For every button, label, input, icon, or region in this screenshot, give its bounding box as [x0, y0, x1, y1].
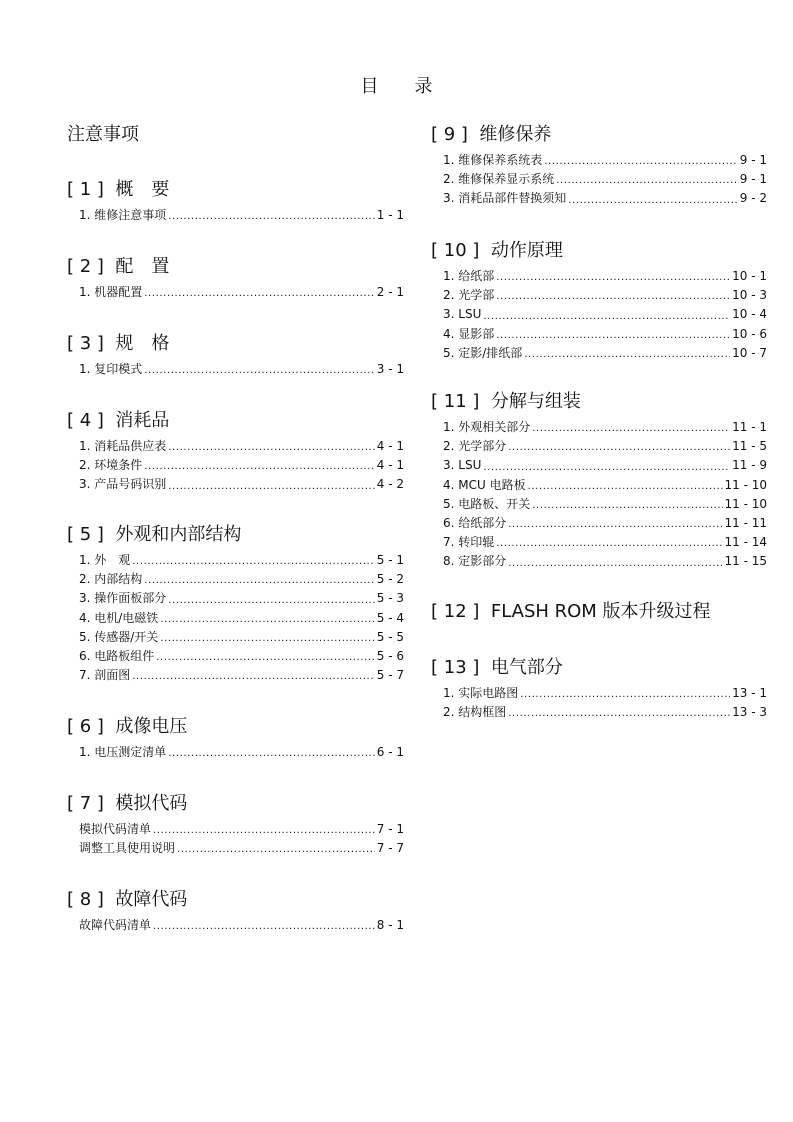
- toc-entry: [67, 283, 404, 302]
- section-entries: [67, 916, 404, 935]
- dot-leader: [144, 459, 375, 475]
- entry-label: 5. 定影/排纸部: [443, 345, 523, 360]
- dot-leader: [508, 440, 730, 456]
- entry-label: 3. 操作面板部分: [79, 591, 167, 606]
- dot-leader: [520, 687, 730, 703]
- entry-label: 7. 剖面图: [79, 668, 131, 683]
- section-title: [ 4 ] 消耗品: [67, 410, 170, 431]
- section-title: 注意事项: [67, 124, 139, 145]
- section-entries: [431, 418, 767, 572]
- entry-label: 8. 定影部分: [443, 554, 507, 569]
- section-entries: [431, 684, 767, 722]
- section-title: [ 6 ] 成像电压: [67, 716, 188, 737]
- entry-label: 1. 机器配置: [79, 284, 143, 299]
- entry-label: 1. 外观相关部分: [443, 419, 531, 434]
- dot-leader: [160, 612, 374, 628]
- toc-section: [67, 889, 404, 935]
- dot-leader: [168, 593, 375, 609]
- dot-leader: [144, 363, 375, 379]
- toc-entry: [67, 666, 404, 685]
- section-entries: [67, 437, 404, 495]
- entry-page-number: 9 - 1: [739, 152, 767, 167]
- entry-label: 6. 给纸部分: [443, 515, 507, 530]
- toc-entry: [431, 170, 767, 189]
- entry-page-number: 11 - 10: [724, 496, 767, 511]
- entry-page-number: 6 - 1: [376, 744, 404, 759]
- dot-leader: [524, 347, 730, 363]
- section-title: [ 10 ] 动作原理: [431, 240, 563, 261]
- entry-page-number: 11 - 10: [724, 477, 767, 492]
- entry-page-number: 10 - 7: [732, 345, 767, 360]
- entry-label: 4. 电机/电磁铁: [79, 610, 159, 625]
- toc-section: [67, 716, 404, 762]
- section-entries: [67, 551, 404, 685]
- toc-entry: [67, 628, 404, 647]
- entry-page-number: 10 - 3: [732, 288, 767, 303]
- entry-label: 3. 产品号码识别: [79, 477, 167, 492]
- toc-section: [431, 601, 767, 623]
- toc-entry: [67, 839, 404, 858]
- entry-label: 1. 维修保养系统表: [443, 152, 543, 167]
- entry-page-number: 11 - 14: [724, 535, 767, 550]
- entry-page-number: 4 - 1: [376, 438, 404, 453]
- dot-leader: [160, 631, 374, 647]
- dot-leader: [483, 309, 730, 325]
- entry-label: 2. 光学部分: [443, 439, 507, 454]
- dot-leader: [496, 328, 730, 344]
- toc-section: [67, 124, 404, 146]
- entry-label: 3. LSU: [443, 307, 482, 322]
- entry-label: 故障代码清单: [79, 917, 152, 932]
- toc-entry: [67, 206, 404, 225]
- toc-section: [67, 410, 404, 495]
- dot-leader: [568, 193, 738, 209]
- toc-entry: [431, 189, 767, 208]
- entry-page-number: 5 - 6: [376, 648, 404, 663]
- entry-label: 调整工具使用说明: [79, 841, 176, 856]
- dot-leader: [508, 517, 722, 533]
- section-entries: [67, 360, 404, 379]
- section-entries: [431, 151, 767, 209]
- toc-entry: [67, 743, 404, 762]
- section-title: [ 8 ] 故障代码: [67, 889, 188, 910]
- section-title: [ 7 ] 模拟代码: [67, 793, 188, 814]
- dot-leader: [508, 706, 730, 722]
- section-entries: [67, 743, 404, 762]
- dot-leader: [532, 421, 730, 437]
- toc-entry: [67, 360, 404, 379]
- entry-label: 5. 传感器/开关: [79, 629, 159, 644]
- toc-entry: [431, 151, 767, 170]
- entry-page-number: 3 - 1: [376, 361, 404, 376]
- toc-entry: [67, 437, 404, 456]
- section-title: [ 13 ] 电气部分: [431, 657, 563, 678]
- entry-label: 2. 维修保养显示系统: [443, 172, 555, 187]
- toc-entry: [431, 703, 767, 722]
- entry-label: 1. 复印模式: [79, 361, 143, 376]
- dot-leader: [156, 650, 375, 666]
- entry-label: 2. 内部结构: [79, 572, 143, 587]
- toc-entry: [67, 570, 404, 589]
- dot-leader: [168, 746, 375, 762]
- entry-page-number: 1 - 1: [376, 207, 404, 222]
- section-entries: [67, 283, 404, 302]
- entry-page-number: 2 - 1: [376, 284, 404, 299]
- entry-label: 3. LSU: [443, 458, 482, 473]
- entry-page-number: 7 - 7: [376, 841, 404, 856]
- entry-label: 4. 显影部: [443, 326, 495, 341]
- entry-label: 4. MCU 电路板: [443, 477, 526, 492]
- toc-section: [67, 793, 404, 858]
- dot-leader: [153, 823, 375, 839]
- entry-page-number: 11 - 1: [732, 419, 767, 434]
- toc-entry: [67, 609, 404, 628]
- entry-label: 1. 维修注意事项: [79, 207, 167, 222]
- section-title: [ 1 ] 概 要: [67, 179, 170, 200]
- toc-entry: [67, 475, 404, 494]
- section-title: [ 5 ] 外观和内部结构: [67, 524, 242, 545]
- dot-leader: [556, 173, 738, 189]
- entry-page-number: 7 - 1: [376, 821, 404, 836]
- entry-label: 6. 电路板组件: [79, 648, 155, 663]
- section-title: [ 12 ] FLASH ROM 版本升级过程: [431, 601, 711, 622]
- entry-page-number: 4 - 1: [376, 458, 404, 473]
- entry-page-number: 5 - 2: [376, 572, 404, 587]
- dot-leader: [483, 460, 730, 476]
- toc-entry: [431, 533, 767, 552]
- dot-leader: [508, 556, 722, 572]
- toc-entry: [67, 456, 404, 475]
- toc-entry: [431, 476, 767, 495]
- toc-entry: [431, 344, 767, 363]
- toc-section: [67, 256, 404, 302]
- toc-section: [67, 333, 404, 379]
- toc-entry: [431, 437, 767, 456]
- entry-page-number: 10 - 1: [732, 268, 767, 283]
- toc-entry: [431, 418, 767, 437]
- section-title: [ 3 ] 规 格: [67, 333, 170, 354]
- section-title: [ 9 ] 维修保养: [431, 124, 552, 145]
- entry-label: 模拟代码清单: [79, 821, 152, 836]
- entry-page-number: 5 - 4: [376, 610, 404, 625]
- toc-entry: [431, 684, 767, 703]
- toc-entry: [431, 514, 767, 533]
- section-title: [ 2 ] 配 置: [67, 256, 170, 277]
- entry-label: 7. 转印辊: [443, 535, 495, 550]
- entry-page-number: 10 - 4: [732, 307, 767, 322]
- entry-page-number: 13 - 3: [732, 705, 767, 720]
- entry-page-number: 13 - 1: [732, 685, 767, 700]
- entry-page-number: 11 - 15: [724, 554, 767, 569]
- dot-leader: [496, 536, 722, 552]
- entry-label: 1. 电压测定清单: [79, 744, 167, 759]
- entry-label: 1. 给纸部: [443, 268, 495, 283]
- dot-leader: [496, 289, 730, 305]
- entry-page-number: 9 - 2: [739, 191, 767, 206]
- entry-label: 2. 环境条件: [79, 458, 143, 473]
- toc-entry: [67, 647, 404, 666]
- dot-leader: [528, 479, 723, 495]
- toc-entry: [431, 456, 767, 475]
- entry-page-number: 5 - 3: [376, 591, 404, 606]
- toc-entry: [67, 589, 404, 608]
- entry-label: 3. 消耗品部件替换须知: [443, 191, 567, 206]
- entry-page-number: 9 - 1: [739, 172, 767, 187]
- section-entries: [67, 820, 404, 858]
- toc-section: [67, 524, 404, 685]
- toc-entry: [67, 551, 404, 570]
- entry-label: 1. 实际电路图: [443, 685, 519, 700]
- toc-entry: [67, 916, 404, 935]
- toc-section: [431, 657, 767, 722]
- page-title: 目 录: [360, 76, 433, 97]
- entry-page-number: 8 - 1: [376, 917, 404, 932]
- dot-leader: [168, 440, 375, 456]
- entry-page-number: 4 - 2: [376, 477, 404, 492]
- dot-leader: [544, 154, 738, 170]
- section-entries: [431, 267, 767, 363]
- toc-section: [431, 391, 767, 572]
- entry-label: 1. 消耗品供应表: [79, 438, 167, 453]
- dot-leader: [132, 554, 375, 570]
- section-entries: [67, 206, 404, 225]
- dot-leader: [532, 498, 722, 514]
- dot-leader: [153, 919, 375, 935]
- entry-page-number: 5 - 1: [376, 552, 404, 567]
- toc-section: [67, 179, 404, 225]
- toc-entry: [431, 552, 767, 571]
- toc-entry: [431, 267, 767, 286]
- toc-entry: [431, 305, 767, 324]
- section-title: [ 11 ] 分解与组装: [431, 391, 581, 412]
- dot-leader: [168, 209, 375, 225]
- entry-page-number: 11 - 5: [732, 439, 767, 454]
- entry-label: 2. 结构框图: [443, 705, 507, 720]
- toc-section: [431, 124, 767, 209]
- entry-label: 1. 外 观: [79, 552, 131, 567]
- toc-entry: [431, 286, 767, 305]
- entry-page-number: 5 - 5: [376, 629, 404, 644]
- entry-label: 5. 电路板、开关: [443, 496, 531, 511]
- dot-leader: [168, 479, 375, 495]
- entry-label: 2. 光学部: [443, 288, 495, 303]
- dot-leader: [144, 286, 375, 302]
- entry-page-number: 11 - 9: [732, 458, 767, 473]
- toc-entry: [431, 325, 767, 344]
- dot-leader: [144, 573, 375, 589]
- dot-leader: [132, 669, 375, 685]
- entry-page-number: 5 - 7: [376, 668, 404, 683]
- toc-entry: [431, 495, 767, 514]
- toc-section: [431, 240, 767, 363]
- toc-entry: [67, 820, 404, 839]
- entry-page-number: 10 - 6: [732, 326, 767, 341]
- dot-leader: [496, 270, 730, 286]
- entry-page-number: 11 - 11: [724, 515, 767, 530]
- dot-leader: [177, 842, 375, 858]
